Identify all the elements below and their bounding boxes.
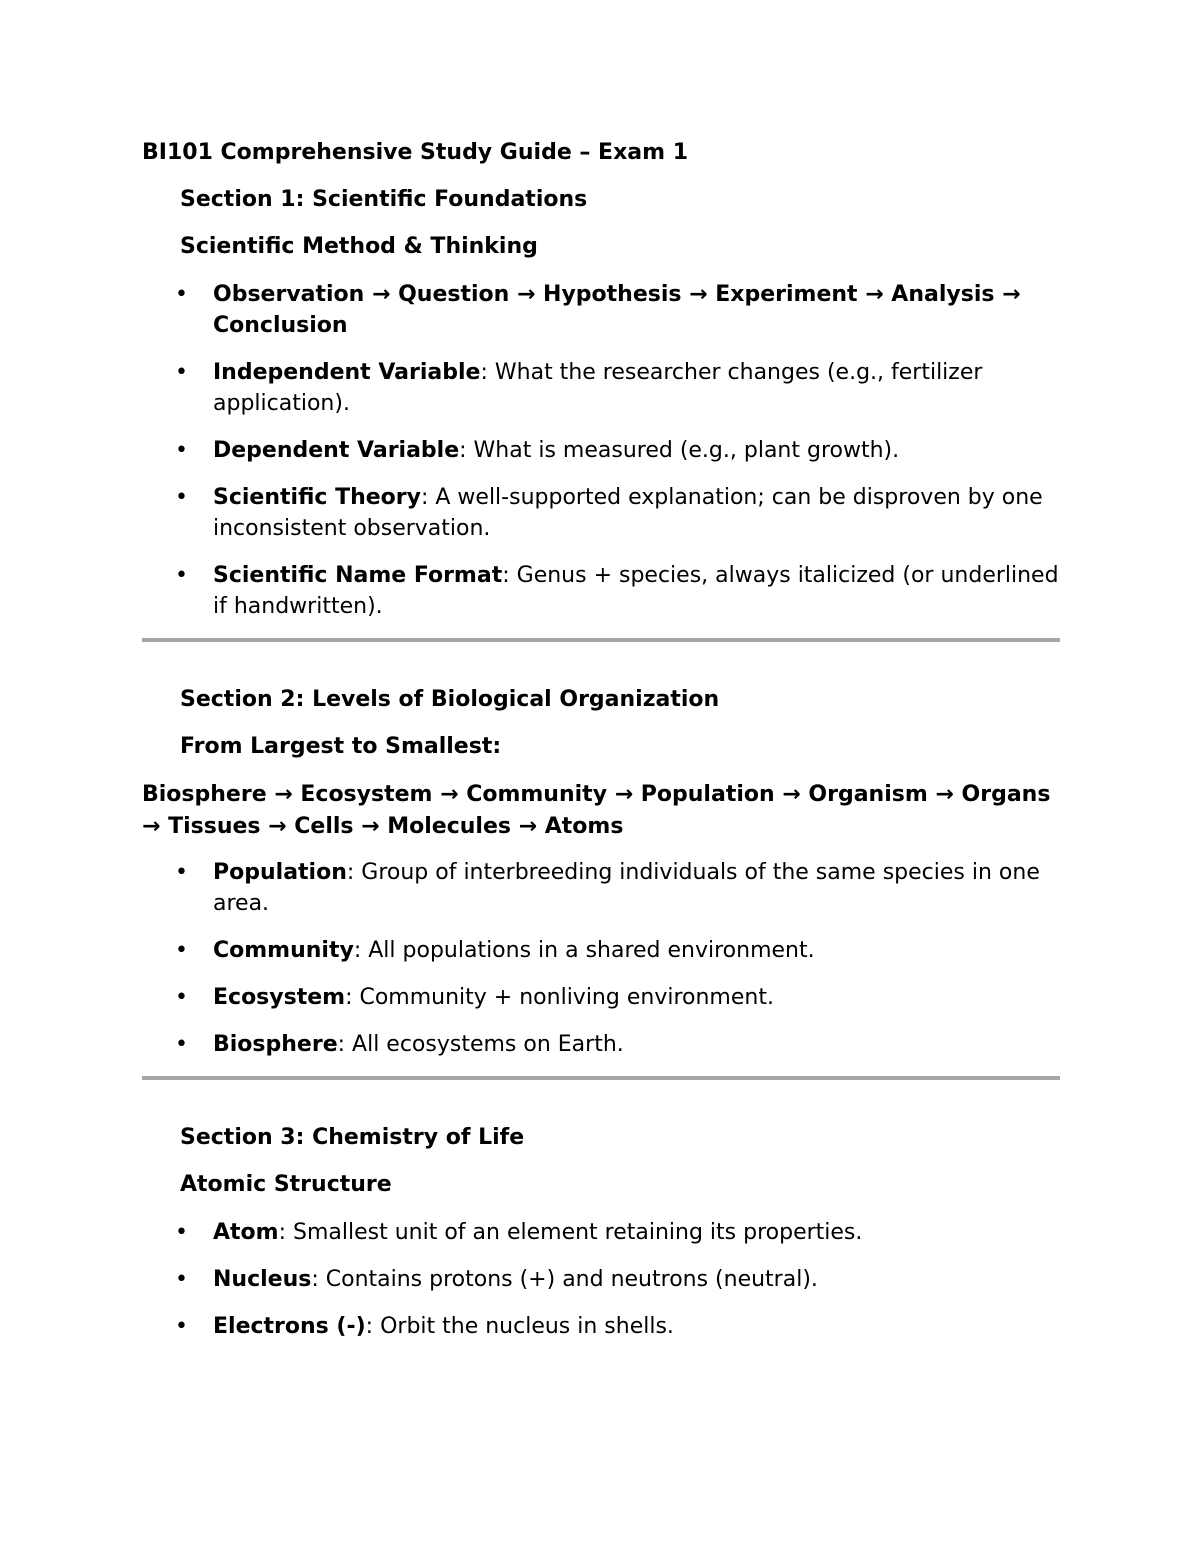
list-item	[142, 935, 1060, 966]
item-term: Electrons (-)	[213, 1314, 366, 1339]
item-term: Independent Variable	[213, 360, 481, 385]
item-term: Atom	[213, 1220, 279, 1245]
item-term: Scientific Name Format	[213, 563, 503, 588]
list-item	[142, 982, 1060, 1013]
list-item	[142, 1217, 1060, 1248]
item-desc: : Genus + species, always italicized (or underlined if handwritten).	[213, 563, 1059, 619]
bullet-icon: •	[175, 438, 188, 463]
section-divider	[142, 638, 1060, 642]
list-item	[142, 1264, 1060, 1295]
section-divider	[142, 1076, 1060, 1080]
item-desc: : Contains protons (+) and neutrons (neutral).	[311, 1267, 818, 1292]
section-2	[142, 685, 1060, 1060]
section-3	[142, 1123, 1060, 1342]
item-desc: : Community + nonliving environment.	[345, 985, 774, 1010]
document-title: BI101 Comprehensive Study Guide – Exam 1	[142, 140, 689, 165]
item-desc: : All populations in a shared environment.	[353, 938, 815, 963]
item-term: Dependent Variable	[213, 438, 460, 463]
item-term: Community	[213, 938, 354, 963]
bullet-list	[142, 279, 1060, 622]
item-desc: : All ecosystems on Earth.	[337, 1032, 624, 1057]
bullet-icon: •	[175, 1220, 188, 1245]
bullet-icon: •	[175, 938, 188, 963]
section-subheading: Atomic Structure	[180, 1172, 392, 1197]
document-page	[142, 138, 1060, 1358]
bullet-icon: •	[175, 1032, 188, 1057]
list-item	[142, 279, 1060, 341]
list-item	[142, 857, 1060, 919]
item-desc: : Orbit the nucleus in shells.	[365, 1314, 674, 1339]
list-item	[142, 1029, 1060, 1060]
list-item	[142, 435, 1060, 466]
bullet-icon: •	[175, 1314, 188, 1339]
section-heading: Section 2: Levels of Biological Organization	[180, 687, 720, 712]
bullet-list	[142, 857, 1060, 1060]
item-term: Ecosystem	[213, 985, 346, 1010]
item-term: Population	[213, 860, 347, 885]
item-term: Nucleus	[213, 1267, 312, 1292]
list-item	[142, 357, 1060, 419]
item-desc: : A well-supported explanation; can be disproven by one inconsistent observation.	[213, 485, 1043, 541]
item-term: Observation → Question → Hypothesis → Experiment → Analysis → Conclusion	[213, 282, 1021, 338]
bullet-icon: •	[175, 563, 188, 588]
bullet-icon: •	[175, 282, 188, 307]
item-desc: : Smallest unit of an element retaining its properties.	[278, 1220, 863, 1245]
item-desc: : Group of interbreeding individuals of the same species in one area.	[213, 860, 1040, 916]
section-subheading: From Largest to Smallest:	[180, 734, 502, 759]
bullet-icon: •	[175, 860, 188, 885]
bullet-icon: •	[175, 485, 188, 510]
item-desc: : What the researcher changes (e.g., fertilizer application).	[213, 360, 983, 416]
list-item	[142, 1311, 1060, 1342]
bullet-icon: •	[175, 360, 188, 385]
item-term: Biosphere	[213, 1032, 338, 1057]
section-subheading: Scientific Method & Thinking	[180, 234, 538, 259]
item-desc: : What is measured (e.g., plant growth).	[459, 438, 900, 463]
list-item	[142, 482, 1060, 544]
section-heading: Section 3: Chemistry of Life	[180, 1125, 525, 1150]
list-item	[142, 560, 1060, 622]
bullet-icon: •	[175, 1267, 188, 1292]
bullet-icon: •	[175, 985, 188, 1010]
section-1	[142, 185, 1060, 622]
bullet-list	[142, 1217, 1060, 1342]
organization-chain: Biosphere → Ecosystem → Community → Population → Organism → Organs → Tissues → Cells → Molecules → Atoms	[142, 782, 1051, 839]
item-term: Scientific Theory	[213, 485, 421, 510]
section-heading: Section 1: Scientific Foundations	[180, 187, 588, 212]
